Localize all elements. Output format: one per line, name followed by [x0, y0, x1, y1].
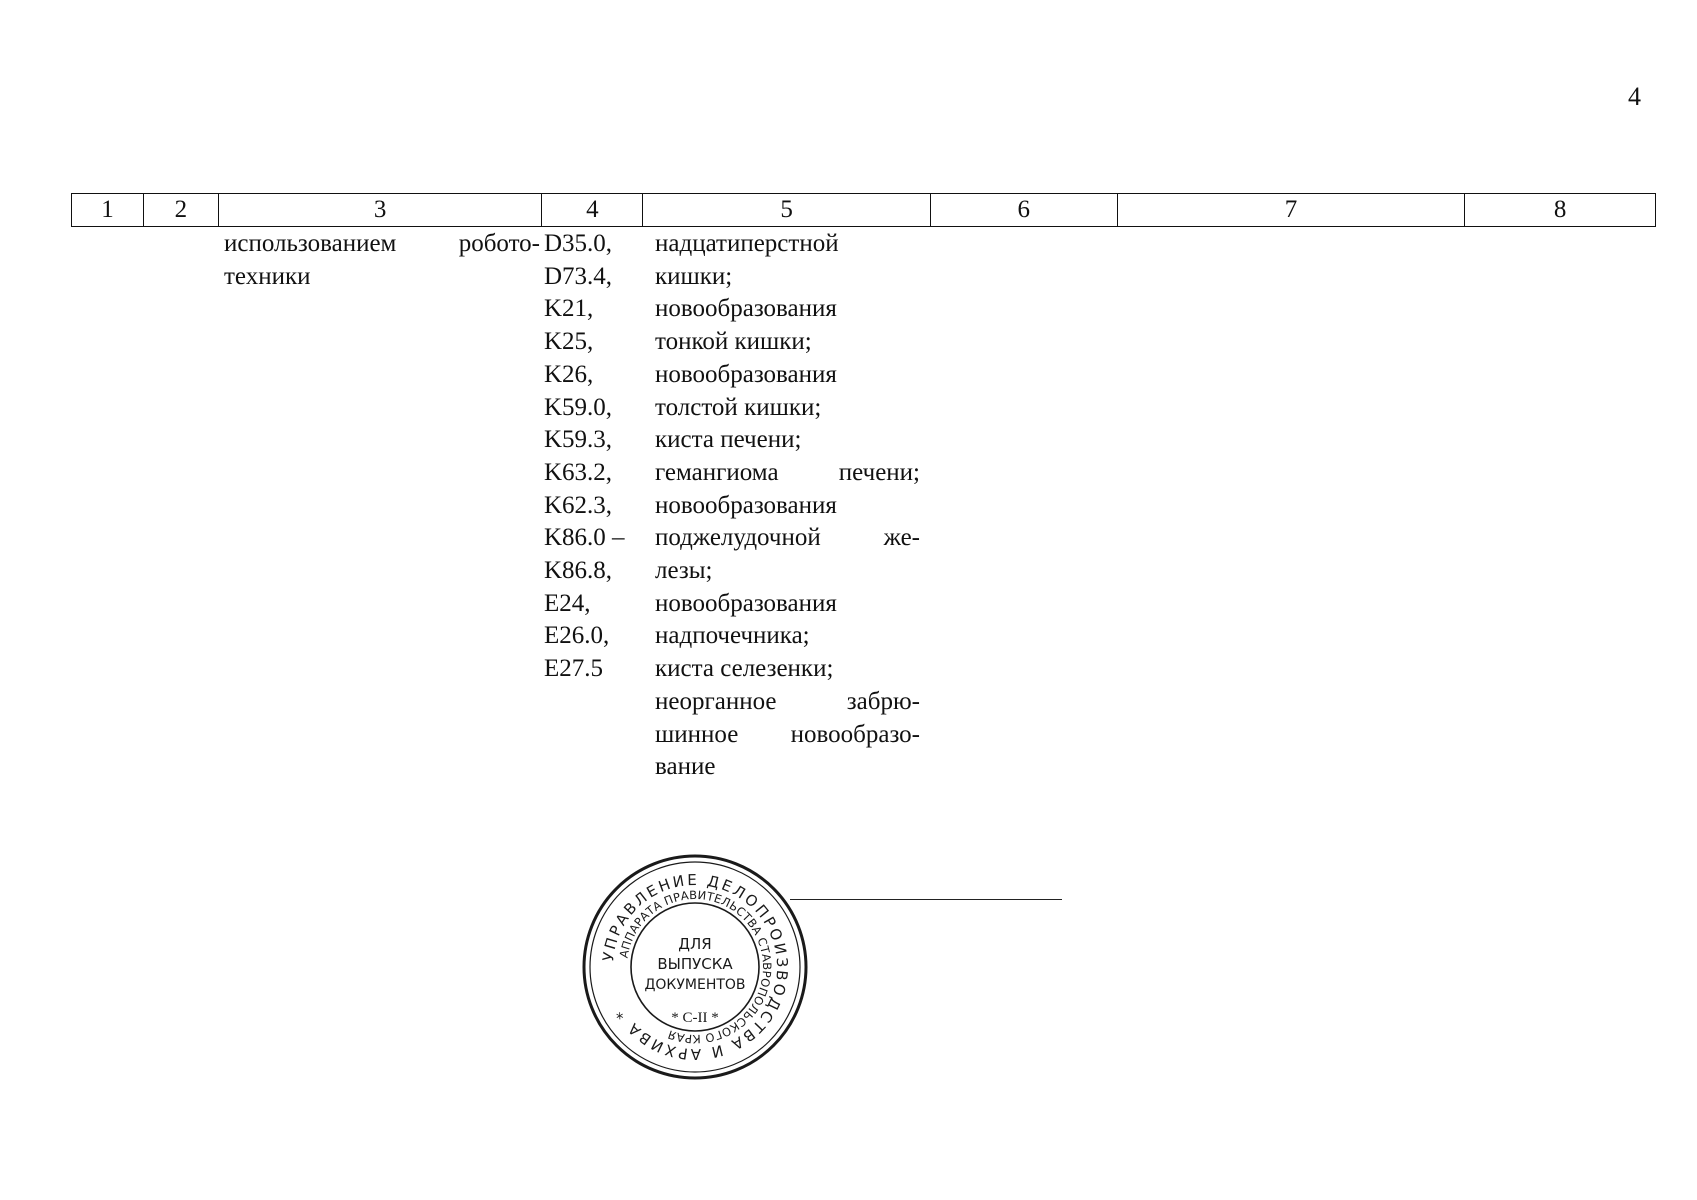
diagnosis-line: новообразования — [655, 295, 837, 323]
diagnosis-line: надпочечника; — [655, 622, 810, 650]
icd-code: K59.0, — [544, 393, 613, 421]
table-column-5 — [655, 228, 920, 784]
header-cell-1: 1 — [72, 194, 144, 226]
diagnosis-line: новообразования — [655, 491, 837, 519]
icd-code: K62.3, — [544, 491, 613, 519]
stamp-outer-text: УПРАВЛЕНИЕ ДЕЛОПРОИЗВОДСТВА И АРХИВА * — [599, 870, 792, 1064]
stamp-center-line: ДОКУМЕНТОВ — [644, 977, 746, 993]
official-stamp — [577, 851, 813, 1083]
table-column-4 — [544, 228, 644, 686]
stamp-code: * С-II * — [671, 1010, 719, 1026]
diagnosis-line: тонкой кишки; — [655, 328, 812, 356]
icd-code: D73.4, — [544, 262, 613, 290]
icd-code: E24, — [544, 589, 591, 617]
icd-code: K63.2, — [544, 458, 613, 486]
header-cell-3: 3 — [219, 194, 543, 226]
icd-code: K86.0 – — [544, 524, 625, 552]
diagnosis-line: надцатиперстной — [655, 230, 839, 257]
diagnosis-line: новообразования — [655, 589, 837, 617]
page-number: 4 — [1628, 82, 1641, 111]
diagnosis-line: толстой кишки; — [655, 393, 822, 421]
diagnosis-line: кишки; — [655, 262, 733, 290]
diagnosis-line: лезы; — [655, 557, 713, 585]
diagnosis-line: киста селезенки; — [655, 655, 834, 683]
icd-code: K21, — [544, 295, 594, 323]
diagnosis-line: шинное новообразо- — [655, 720, 920, 748]
header-cell-8: 8 — [1553, 196, 1567, 223]
diagnosis-line: неорганное забрю- — [655, 687, 920, 715]
header-cell-6: 6 — [931, 194, 1118, 226]
col3-text-line: использованием робото- — [224, 230, 540, 257]
stamp-center-line: ДЛЯ — [678, 935, 712, 953]
header-cell-7: 7 — [1118, 194, 1466, 226]
header-cell-2: 2 — [144, 194, 219, 226]
header-cell-5: 5 — [643, 194, 931, 226]
stamp-inner-text: АППАРАТА ПРАВИТЕЛЬСТВА СТАВРОПОЛЬСКОГО КРАЯ — [616, 887, 775, 1047]
icd-code: D35.0, — [544, 230, 613, 257]
table-header-row — [71, 193, 1656, 227]
signature-line — [790, 899, 1062, 900]
icd-code: K86.8, — [544, 557, 613, 585]
diagnosis-line: гемангиома печени; — [655, 458, 920, 486]
icd-code: E26.0, — [544, 622, 610, 650]
icd-code: K59.3, — [544, 426, 613, 454]
icd-code: E27.5 — [544, 655, 604, 683]
stamp-center-line: ВЫПУСКА — [657, 955, 733, 973]
header-cell-4: 4 — [542, 194, 643, 226]
col3-text-line: техники — [224, 262, 311, 290]
icd-code: K25, — [544, 328, 594, 356]
diagnosis-line: вание — [655, 753, 716, 781]
diagnosis-line: новообразования — [655, 360, 837, 388]
icd-code: K26, — [544, 360, 594, 388]
diagnosis-line: киста печени; — [655, 426, 802, 454]
diagnosis-line: поджелудочной же- — [655, 524, 920, 552]
